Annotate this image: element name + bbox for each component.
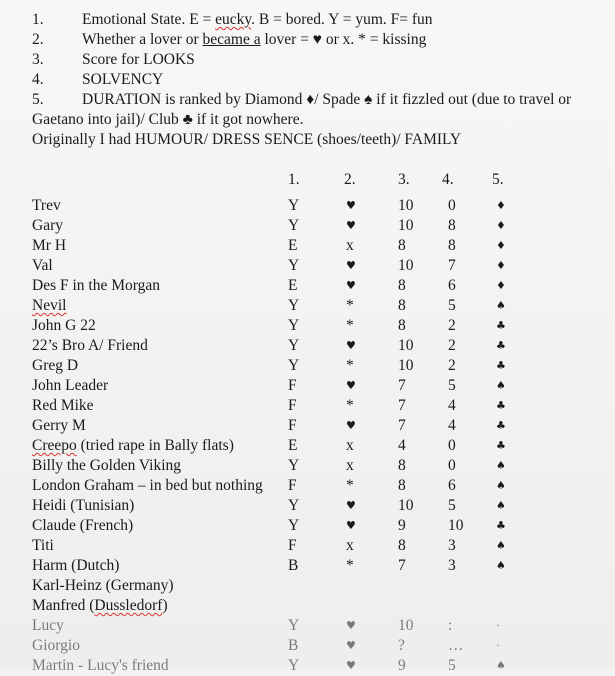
solvency-score: 2 xyxy=(448,317,456,334)
header-duration: 5. xyxy=(492,171,504,188)
legend-text-part: lover = ♥ or x. * = kissing xyxy=(260,31,427,48)
lover-symbol: x xyxy=(346,437,354,454)
looks-score: 4 xyxy=(398,437,406,454)
duration-symbol: ♠ xyxy=(496,539,506,552)
legend-text-part: Score for LOOKS xyxy=(82,51,195,68)
duration-symbol: ♣ xyxy=(496,359,506,372)
table-row xyxy=(32,516,526,536)
person-name: Greg D xyxy=(32,357,79,374)
header-emotion: 1. xyxy=(288,171,300,188)
person-name xyxy=(32,296,284,316)
solvency-score xyxy=(436,596,486,616)
looks-score: 10 xyxy=(398,497,414,514)
duration-symbol: ♦ xyxy=(496,259,506,272)
emotion-score: F xyxy=(288,477,297,494)
solvency-score: 7 xyxy=(448,257,456,274)
legend-number: 5. xyxy=(32,91,44,108)
legend-line xyxy=(32,10,607,30)
table-row xyxy=(32,376,526,396)
looks-score: 10 xyxy=(398,617,414,634)
solvency-score xyxy=(436,576,486,596)
emotion-score xyxy=(284,596,336,616)
looks-score: 10 xyxy=(398,217,414,234)
solvency-score: 6 xyxy=(448,477,456,494)
lover-symbol: ♥ xyxy=(346,499,356,512)
solvency-score: 0 xyxy=(448,437,456,454)
table-row xyxy=(32,436,526,456)
looks-score: 8 xyxy=(398,277,406,294)
person-name: Red Mike xyxy=(32,397,94,414)
solvency-score: 6 xyxy=(448,277,456,294)
duration-symbol: ♠ xyxy=(496,479,506,492)
duration-symbol: ♣ xyxy=(496,519,506,532)
header-lover: 2. xyxy=(344,171,356,188)
looks-score xyxy=(392,596,436,616)
emotion-score: Y xyxy=(288,517,300,534)
table-row xyxy=(32,496,526,516)
lover-symbol: * xyxy=(346,557,354,574)
duration-symbol: ♦ xyxy=(496,279,506,292)
duration-symbol: ♣ xyxy=(496,439,506,452)
looks-score: 9 xyxy=(398,657,406,674)
legend-text-part: Whether a lover or xyxy=(82,31,203,48)
table-row xyxy=(32,336,526,356)
table-row xyxy=(32,456,526,476)
solvency-score: 5 xyxy=(448,297,456,314)
looks-score: 7 xyxy=(398,377,406,394)
solvency-score: 5 xyxy=(448,377,456,394)
lover-symbol: x xyxy=(346,237,354,254)
lover-symbol: * xyxy=(346,357,354,374)
person-name: 22’s Bro A/ Friend xyxy=(32,337,148,354)
table-row xyxy=(32,596,526,616)
solvency-score: 8 xyxy=(448,237,456,254)
emotion-score: E xyxy=(288,237,298,254)
table-header-row xyxy=(32,170,526,190)
emotion-score: Y xyxy=(288,337,300,354)
header-solvency: 4. xyxy=(442,171,454,188)
legend-line xyxy=(32,130,607,150)
person-name: Gerry M xyxy=(32,417,86,434)
lover-symbol: ♥ xyxy=(346,199,356,212)
legend-text-part: SOLVENCY xyxy=(82,71,164,88)
person-name: Titi xyxy=(32,537,54,554)
looks-score: 8 xyxy=(398,237,406,254)
lover-symbol: ♥ xyxy=(346,279,356,292)
looks-score: 7 xyxy=(398,557,406,574)
duration-symbol: ♣ xyxy=(496,339,506,352)
duration-symbol: ♠ xyxy=(496,559,506,572)
emotion-score: Y xyxy=(288,257,300,274)
table-row xyxy=(32,556,526,576)
lover-symbol: ♥ xyxy=(346,259,356,272)
looks-score: 7 xyxy=(398,397,406,414)
looks-score: 9 xyxy=(398,517,406,534)
emotion-score: Y xyxy=(288,497,300,514)
legend-number: 3. xyxy=(32,51,44,68)
looks-score: 10 xyxy=(398,337,414,354)
solvency-score: 5 xyxy=(448,657,456,674)
person-name: Martin - Lucy's friend xyxy=(32,657,169,674)
solvency-score: … xyxy=(448,637,464,654)
looks-score: 8 xyxy=(398,457,406,474)
table-row xyxy=(32,276,526,296)
emotion-score: F xyxy=(288,417,297,434)
lover-symbol: x xyxy=(346,457,354,474)
lover-symbol: ♥ xyxy=(346,419,356,432)
emotion-score: Y xyxy=(288,617,300,634)
lover-symbol: ♥ xyxy=(346,659,356,672)
legend-notes xyxy=(32,10,607,150)
legend-number: 1. xyxy=(32,11,44,28)
header-name xyxy=(32,170,284,190)
duration-symbol: ♣ xyxy=(496,419,506,432)
duration-symbol: ♠ xyxy=(496,379,506,392)
table-row xyxy=(32,236,526,256)
duration-symbol: ♣ xyxy=(496,319,506,332)
legend-text xyxy=(32,130,461,150)
emotion-score: Y xyxy=(288,297,300,314)
legend-text-part: eucky xyxy=(215,11,252,28)
person-name: Gary xyxy=(32,217,63,234)
duration-symbol: ♦ xyxy=(496,219,506,232)
person-name: Giorgio xyxy=(32,637,80,654)
legend-text xyxy=(82,30,426,50)
solvency-score: 2 xyxy=(448,337,456,354)
emotion-score: E xyxy=(288,277,298,294)
legend-text-part: . B = bored. Y = yum. F= fun xyxy=(251,11,433,28)
looks-score: 7 xyxy=(398,417,406,434)
duration-symbol: · xyxy=(496,619,500,632)
solvency-score: 5 xyxy=(448,497,456,514)
emotion-score: B xyxy=(288,557,299,574)
lover-symbol xyxy=(336,596,392,616)
ratings-table xyxy=(32,170,526,676)
legend-text-part: DURATION is ranked by Diamond ♦/ Spade ♠ if it fizzled out (due to travel or Gaetano into jail)/ Club ♣ if it got nowhere. xyxy=(32,91,572,128)
lover-symbol: ♥ xyxy=(346,379,356,392)
solvency-score: 4 xyxy=(448,417,456,434)
lover-symbol: * xyxy=(346,477,354,494)
table-row xyxy=(32,476,526,496)
duration-symbol: ♠ xyxy=(496,659,506,672)
lover-symbol: ♥ xyxy=(346,219,356,232)
legend-text-part: Emotional State. E = xyxy=(82,11,216,28)
table-row xyxy=(32,636,526,656)
emotion-score: Y xyxy=(288,197,300,214)
solvency-score: 10 xyxy=(448,517,464,534)
table-row xyxy=(32,396,526,416)
emotion-score: B xyxy=(288,637,299,654)
legend-line xyxy=(32,30,607,50)
looks-score: 8 xyxy=(398,317,406,334)
legend-text xyxy=(82,50,195,70)
looks-score: 10 xyxy=(398,257,414,274)
table-row xyxy=(32,256,526,276)
lover-symbol: ♥ xyxy=(346,639,356,652)
solvency-score: 4 xyxy=(448,397,456,414)
solvency-score: 2 xyxy=(448,357,456,374)
lover-symbol: ♥ xyxy=(346,339,356,352)
person-name: John Leader xyxy=(32,377,109,394)
solvency-score: : xyxy=(448,617,453,634)
duration-symbol: ♦ xyxy=(496,199,506,212)
emotion-score: F xyxy=(288,537,297,554)
solvency-score: 0 xyxy=(448,197,456,214)
legend-number: 4. xyxy=(32,71,44,88)
person-name: London Graham – in bed but nothing xyxy=(32,477,263,494)
table-row xyxy=(32,536,526,556)
duration-symbol: ♣ xyxy=(496,399,506,412)
lover-symbol: x xyxy=(346,537,354,554)
person-name: Claude (French) xyxy=(32,517,134,534)
person-name: Billy the Golden Viking xyxy=(32,457,182,474)
duration-symbol: ♠ xyxy=(496,459,506,472)
duration-symbol: ♦ xyxy=(496,239,506,252)
lover-symbol xyxy=(336,576,392,596)
lover-symbol: * xyxy=(346,317,354,334)
legend-text xyxy=(82,10,433,30)
person-name: John G 22 xyxy=(32,317,96,334)
lover-symbol: ♥ xyxy=(346,619,356,632)
header-looks: 3. xyxy=(398,171,410,188)
person-name: Creepo (tried rape in Bally flats) xyxy=(32,437,234,454)
emotion-score: Y xyxy=(288,217,300,234)
table-row xyxy=(32,656,526,676)
table-row xyxy=(32,576,526,596)
emotion-score: Y xyxy=(288,317,300,334)
duration-symbol: ♠ xyxy=(496,299,506,312)
emotion-score: Y xyxy=(288,657,300,674)
lover-symbol: ♥ xyxy=(346,519,356,532)
emotion-score: F xyxy=(288,397,297,414)
table-row xyxy=(32,196,526,216)
solvency-score: 3 xyxy=(448,537,456,554)
table-row xyxy=(32,296,526,316)
person-name: Heidi (Tunisian) xyxy=(32,497,135,514)
emotion-score: Y xyxy=(288,457,300,474)
table-row xyxy=(32,416,526,436)
legend-number: 2. xyxy=(32,31,44,48)
legend-text xyxy=(82,70,163,90)
looks-score: 10 xyxy=(398,357,414,374)
table-row xyxy=(32,216,526,236)
looks-score: 8 xyxy=(398,537,406,554)
looks-score: 8 xyxy=(398,297,406,314)
person-name: Lucy xyxy=(32,617,64,634)
legend-line xyxy=(32,50,607,70)
lover-symbol: * xyxy=(346,297,354,314)
person-name: Trev xyxy=(32,197,61,214)
legend-line xyxy=(32,70,607,90)
solvency-score: 0 xyxy=(448,457,456,474)
duration-symbol xyxy=(486,576,526,596)
emotion-score: Y xyxy=(288,357,300,374)
person-name: Val xyxy=(32,257,53,274)
table-row xyxy=(32,616,526,636)
person-name-text: Nevil xyxy=(32,297,67,314)
solvency-score: 8 xyxy=(448,217,456,234)
looks-score: ? xyxy=(398,637,405,654)
emotion-score: E xyxy=(288,437,298,454)
solvency-score: 3 xyxy=(448,557,456,574)
lover-symbol: * xyxy=(346,397,354,414)
person-name: Harm (Dutch) xyxy=(32,557,120,574)
table-row xyxy=(32,316,526,336)
person-name: Mr H xyxy=(32,237,67,254)
duration-symbol xyxy=(486,596,526,616)
person-name: Des F in the Morgan xyxy=(32,277,161,294)
duration-symbol: ♠ xyxy=(496,499,506,512)
duration-symbol: · xyxy=(496,639,500,652)
looks-score: 10 xyxy=(398,197,414,214)
looks-score xyxy=(392,576,436,596)
legend-text-part: Originally I had HUMOUR/ DRESS SENCE (shoes/teeth)/ FAMILY xyxy=(32,131,462,148)
looks-score: 8 xyxy=(398,477,406,494)
person-name: Karl-Heinz (Germany) xyxy=(32,577,174,594)
person-name: Manfred (Dussledorf) xyxy=(32,597,168,614)
legend-text-part: became a xyxy=(202,31,261,48)
legend-line xyxy=(32,90,607,130)
emotion-score: F xyxy=(288,377,297,394)
legend-text xyxy=(32,91,571,128)
table-row xyxy=(32,356,526,376)
emotion-score xyxy=(284,576,336,596)
